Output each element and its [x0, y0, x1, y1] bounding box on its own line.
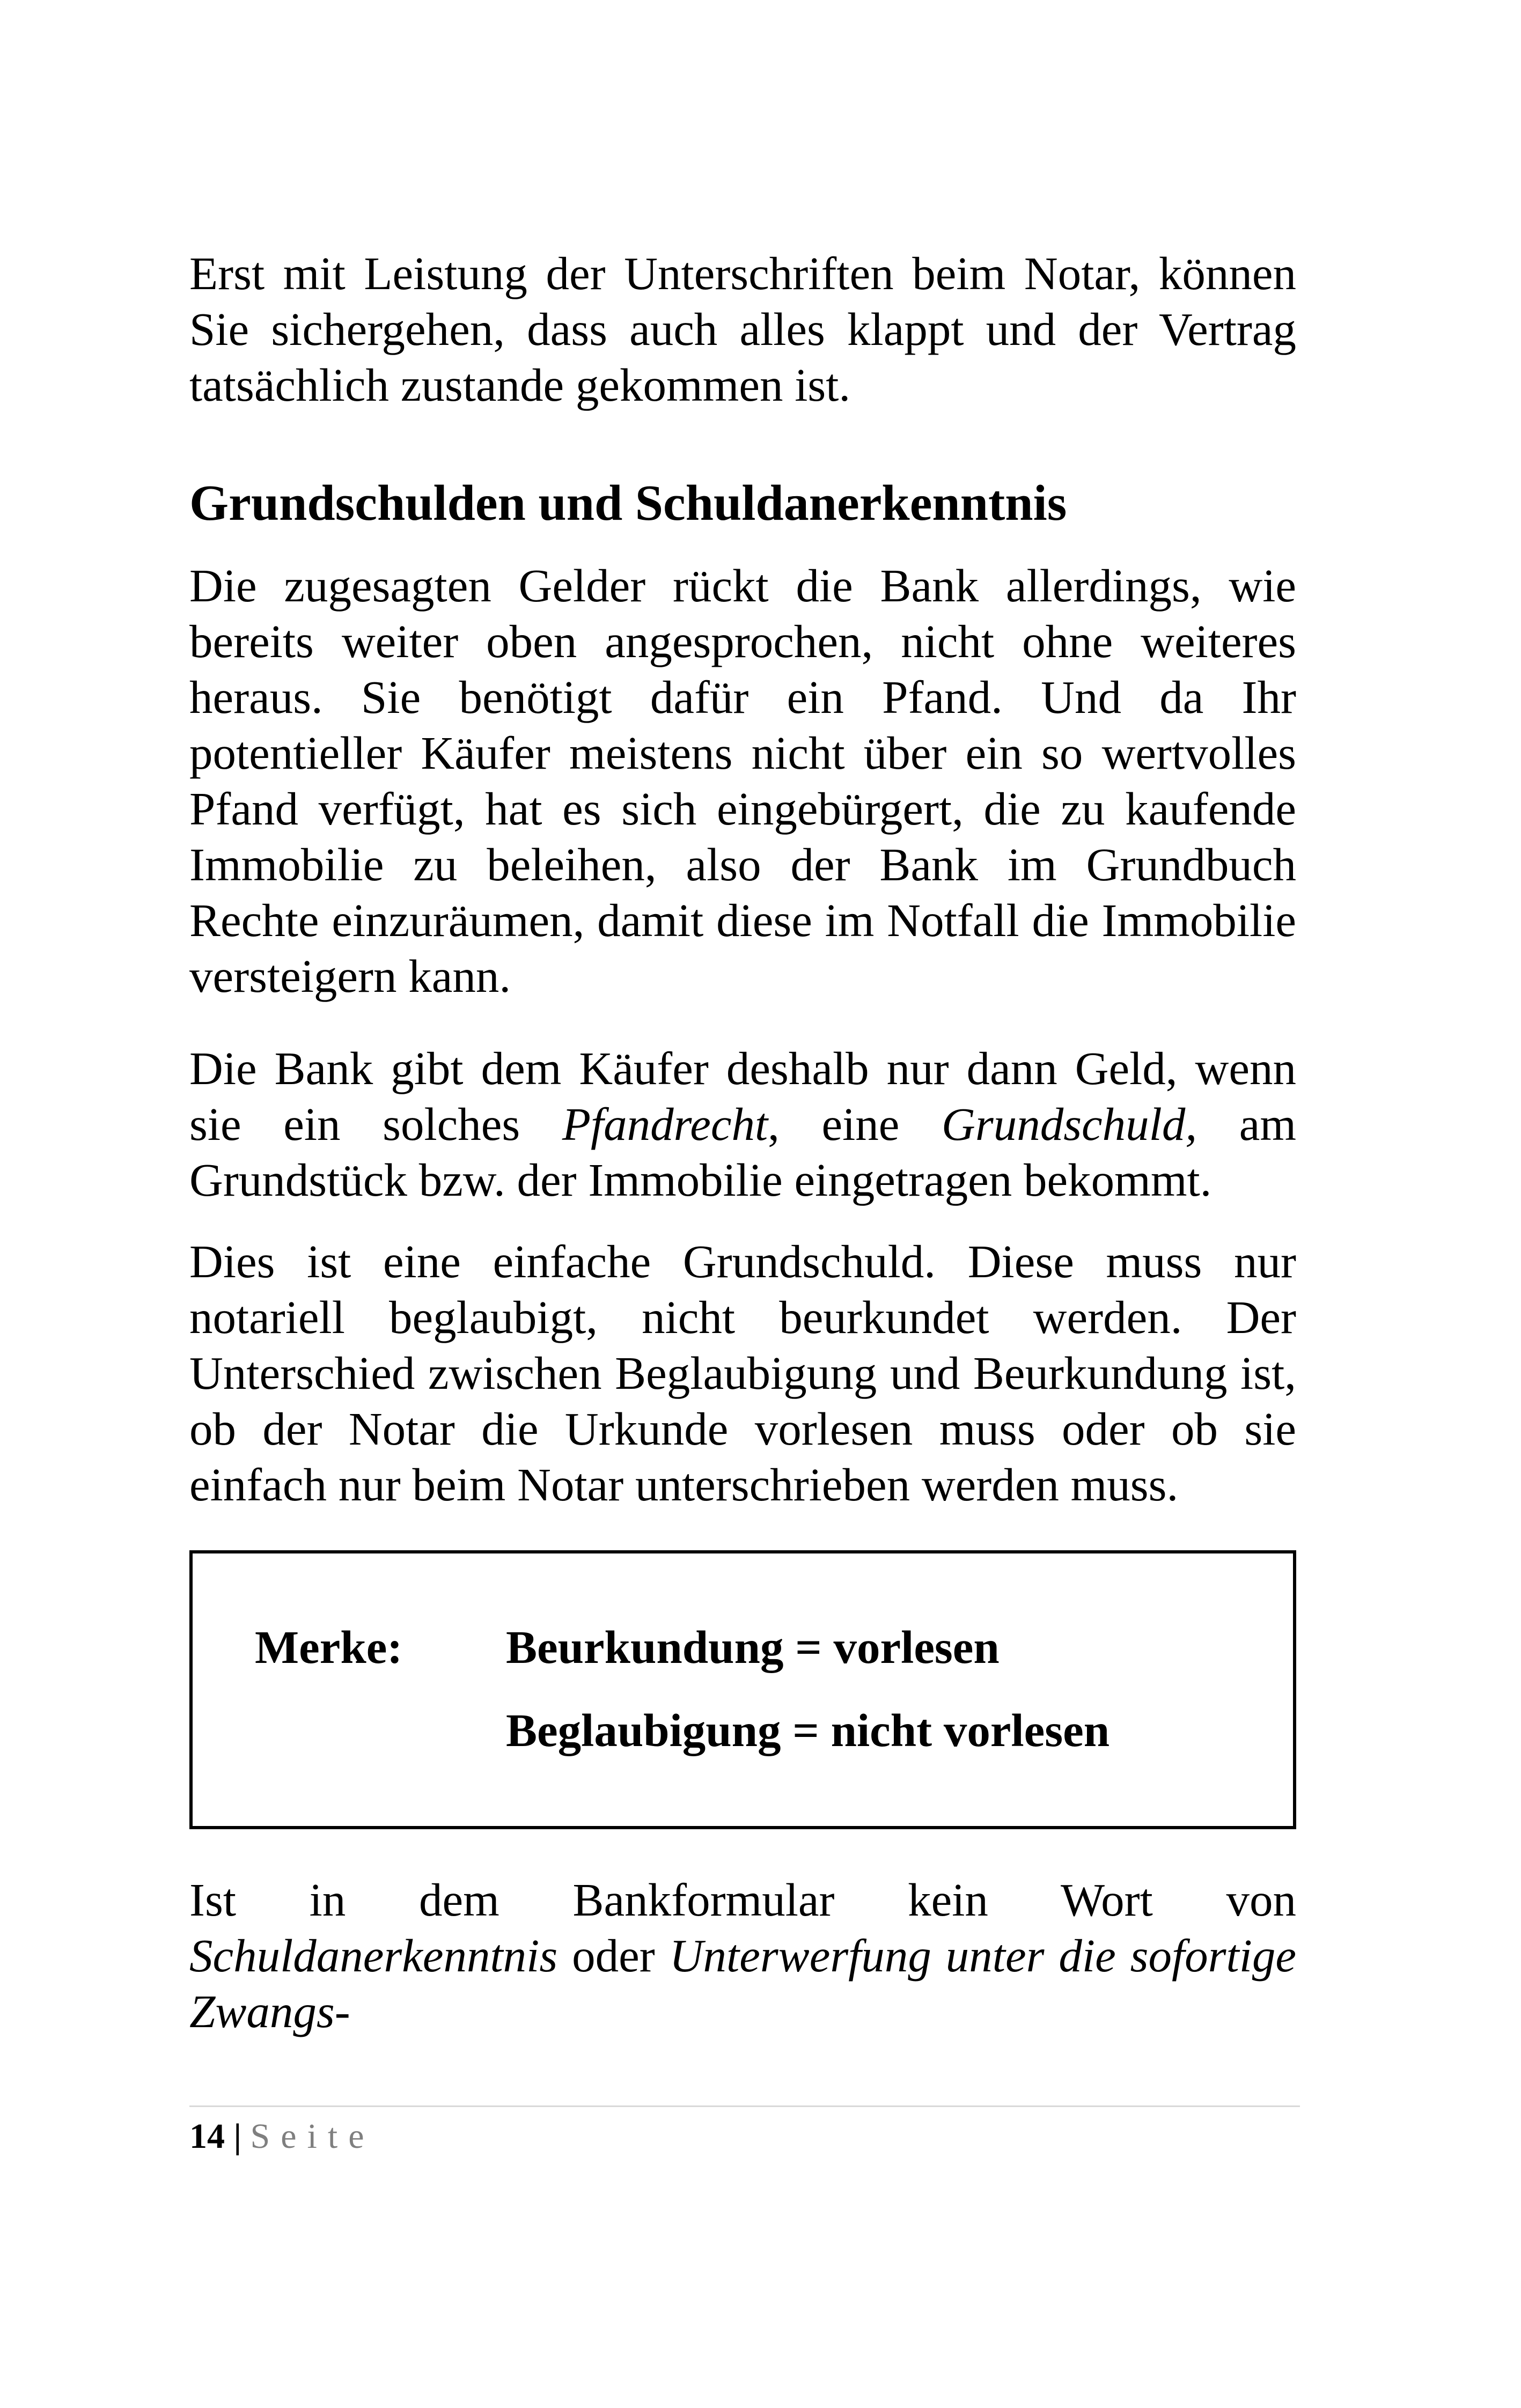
page-number: 14: [189, 2117, 225, 2156]
paragraph-grundschuld-text-2: , eine: [768, 1098, 942, 1150]
paragraph-notar-signatures: Erst mit Leistung der Unterschriften beim Notar, können Sie sichergehen, dass auch alles klappt und der Vertrag tatsächlich zustande gekommen ist.: [189, 247, 1296, 411]
footer-divider: [189, 2105, 1300, 2107]
term-grundschuld: Grundschuld,: [942, 1098, 1197, 1150]
merke-line-beurkundung: Beurkundung = vorlesen: [506, 1621, 1000, 1673]
page-word: Seite: [250, 2117, 375, 2156]
paragraph-pfand: Die zugesagten Gelder rückt die Bank allerdings, wie bereits weiter oben angesprochen, nicht ohne weiteres heraus. Sie benötigt dafür ein Pfand. Und da Ihr potentieller Käufer meistens nicht über ein so wertvolles Pfand verfügt, hat es sich eingebürgert, die zu kaufende Immobilie zu beleihen, also der Bank im Grundbuch Rechte einzuräumen, damit diese im Notfall die Immobilie versteigern kann.: [189, 559, 1296, 1002]
paragraph-grundschuld-text-3: am Grundstück bzw. der Immobilie eingetragen bekommt.: [189, 1098, 1296, 1206]
section-heading: Grundschulden und Schuldanerkenntnis: [189, 475, 1067, 531]
paragraph-grundschuld-text-1: Die Bank gibt dem Käufer deshalb nur dann Geld, wenn sie ein solches: [189, 1042, 1296, 1150]
merke-label: Merke:: [255, 1621, 403, 1673]
paragraph-schuldanerkenntnis-text-1: Ist in dem Bankformular kein Wort von: [189, 1874, 1296, 1926]
paragraph-grundschuld: [189, 1041, 1296, 1208]
term-schuldanerkenntnis: Schuldanerkenntnis: [189, 1930, 558, 1982]
paragraph-schuldanerkenntnis: [189, 1872, 1296, 2039]
paragraph-beglaubigung: Dies ist eine einfache Grundschuld. Diese muss nur notariell beglaubigt, nicht beurkundet werden. Der Unterschied zwischen Beglaubigung und Beurkundung ist, ob der Notar die Urkunde vorlesen muss oder ob sie einfach nur beim Notar unterschrieben werden muss.: [189, 1235, 1296, 1511]
footer-separator: |: [233, 2117, 242, 2156]
page-footer: [189, 2112, 375, 2161]
term-unterwerfung: Unterwerfung unter die sofortige Zwangs-: [189, 1930, 1296, 2037]
merke-line-beglaubigung: Beglaubigung = nicht vorlesen: [506, 1704, 1110, 1756]
paragraph-schuldanerkenntnis-text-2: oder: [557, 1930, 670, 1982]
merke-box: [189, 1550, 1296, 1829]
term-pfandrecht: Pfandrecht: [562, 1098, 768, 1150]
